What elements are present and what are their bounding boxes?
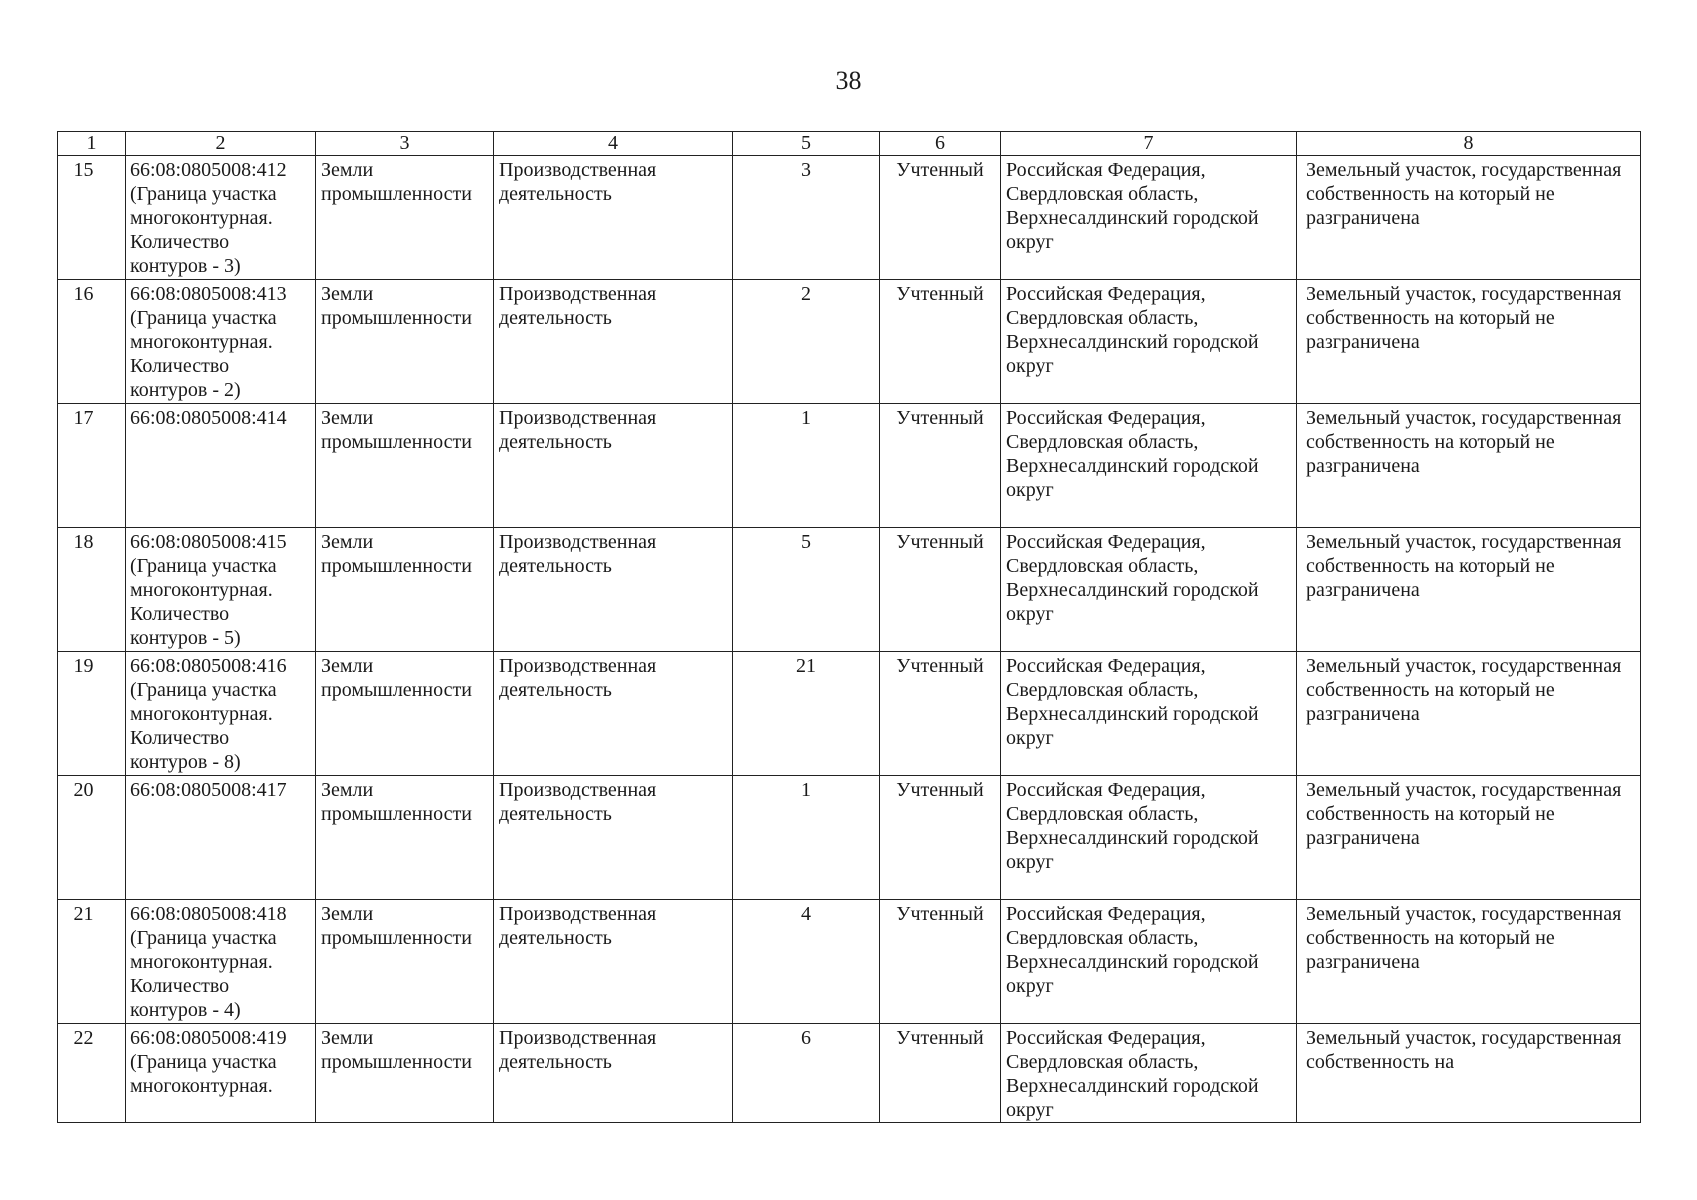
contour-count: 5 bbox=[733, 528, 880, 652]
permitted-use: Производственная деятельность bbox=[494, 776, 733, 900]
location: Российская Федерация, Свердловская область, Верхнесалдинский городской округ bbox=[1001, 280, 1297, 404]
ownership: Земельный участок, государственная собственность на который не разграничена bbox=[1297, 900, 1641, 1024]
record-status: Учтенный bbox=[880, 1024, 1001, 1123]
permitted-use: Производственная деятельность bbox=[494, 900, 733, 1024]
table-row bbox=[58, 1024, 1641, 1123]
land-category: Земли промышленности bbox=[316, 1024, 494, 1123]
row-number: 22 bbox=[58, 1024, 126, 1123]
table-header bbox=[58, 132, 1641, 156]
header-col-8: 8 bbox=[1297, 132, 1641, 156]
record-status: Учтенный bbox=[880, 404, 1001, 528]
header-col-6: 6 bbox=[880, 132, 1001, 156]
cadastral-number: 66:08:0805008:412 (Граница участка многоконтурная. Количество контуров - 3) bbox=[126, 156, 316, 280]
contour-count: 21 bbox=[733, 652, 880, 776]
record-status: Учтенный bbox=[880, 652, 1001, 776]
land-category: Земли промышленности bbox=[316, 156, 494, 280]
location: Российская Федерация, Свердловская область, Верхнесалдинский городской округ bbox=[1001, 1024, 1297, 1123]
permitted-use: Производственная деятельность bbox=[494, 1024, 733, 1123]
cadastral-number: 66:08:0805008:417 bbox=[126, 776, 316, 900]
ownership: Земельный участок, государственная собственность на который не разграничена bbox=[1297, 156, 1641, 280]
location: Российская Федерация, Свердловская область, Верхнесалдинский городской округ bbox=[1001, 900, 1297, 1024]
table-row bbox=[58, 776, 1641, 900]
ownership: Земельный участок, государственная собственность на который не разграничена bbox=[1297, 404, 1641, 528]
record-status: Учтенный bbox=[880, 280, 1001, 404]
permitted-use: Производственная деятельность bbox=[494, 528, 733, 652]
table-row bbox=[58, 156, 1641, 280]
location: Российская Федерация, Свердловская область, Верхнесалдинский городской округ bbox=[1001, 404, 1297, 528]
contour-count: 2 bbox=[733, 280, 880, 404]
record-status: Учтенный bbox=[880, 156, 1001, 280]
location: Российская Федерация, Свердловская область, Верхнесалдинский городской округ bbox=[1001, 528, 1297, 652]
permitted-use: Производственная деятельность bbox=[494, 280, 733, 404]
table-row bbox=[58, 528, 1641, 652]
ownership: Земельный участок, государственная собственность на который не разграничена bbox=[1297, 776, 1641, 900]
land-category: Земли промышленности bbox=[316, 652, 494, 776]
header-col-7: 7 bbox=[1001, 132, 1297, 156]
contour-count: 6 bbox=[733, 1024, 880, 1123]
ownership: Земельный участок, государственная собственность на который не разграничена bbox=[1297, 528, 1641, 652]
table-row bbox=[58, 652, 1641, 776]
cadastral-number: 66:08:0805008:415 (Граница участка многоконтурная. Количество контуров - 5) bbox=[126, 528, 316, 652]
table-row bbox=[58, 280, 1641, 404]
contour-count: 4 bbox=[733, 900, 880, 1024]
ownership: Земельный участок, государственная собственность на который не разграничена bbox=[1297, 280, 1641, 404]
page-number: 38 bbox=[835, 66, 862, 95]
row-number: 15 bbox=[58, 156, 126, 280]
cadastral-number: 66:08:0805008:416 (Граница участка многоконтурная. Количество контуров - 8) bbox=[126, 652, 316, 776]
table-body bbox=[58, 156, 1641, 1123]
land-plots-table bbox=[57, 131, 1641, 1123]
land-category: Земли промышленности bbox=[316, 404, 494, 528]
land-category: Земли промышленности bbox=[316, 900, 494, 1024]
record-status: Учтенный bbox=[880, 528, 1001, 652]
table-row bbox=[58, 900, 1641, 1024]
permitted-use: Производственная деятельность bbox=[494, 156, 733, 280]
location: Российская Федерация, Свердловская область, Верхнесалдинский городской округ bbox=[1001, 652, 1297, 776]
land-category: Земли промышленности bbox=[316, 280, 494, 404]
land-plots-table-container bbox=[57, 131, 1640, 1123]
record-status: Учтенный bbox=[880, 776, 1001, 900]
location: Российская Федерация, Свердловская область, Верхнесалдинский городской округ bbox=[1001, 776, 1297, 900]
ownership: Земельный участок, государственная собственность на bbox=[1297, 1024, 1641, 1123]
cadastral-number: 66:08:0805008:418 (Граница участка многоконтурная. Количество контуров - 4) bbox=[126, 900, 316, 1024]
header-col-5: 5 bbox=[733, 132, 880, 156]
row-number: 19 bbox=[58, 652, 126, 776]
contour-count: 1 bbox=[733, 404, 880, 528]
cadastral-number: 66:08:0805008:414 bbox=[126, 404, 316, 528]
header-col-2: 2 bbox=[126, 132, 316, 156]
header-row bbox=[58, 132, 1641, 156]
table-row bbox=[58, 404, 1641, 528]
permitted-use: Производственная деятельность bbox=[494, 404, 733, 528]
record-status: Учтенный bbox=[880, 900, 1001, 1024]
permitted-use: Производственная деятельность bbox=[494, 652, 733, 776]
cadastral-number: 66:08:0805008:419 (Граница участка многоконтурная. bbox=[126, 1024, 316, 1123]
header-col-3: 3 bbox=[316, 132, 494, 156]
ownership: Земельный участок, государственная собственность на который не разграничена bbox=[1297, 652, 1641, 776]
location: Российская Федерация, Свердловская область, Верхнесалдинский городской округ bbox=[1001, 156, 1297, 280]
row-number: 18 bbox=[58, 528, 126, 652]
contour-count: 1 bbox=[733, 776, 880, 900]
header-col-4: 4 bbox=[494, 132, 733, 156]
cadastral-number: 66:08:0805008:413 (Граница участка многоконтурная. Количество контуров - 2) bbox=[126, 280, 316, 404]
contour-count: 3 bbox=[733, 156, 880, 280]
row-number: 20 bbox=[58, 776, 126, 900]
land-category: Земли промышленности bbox=[316, 776, 494, 900]
row-number: 21 bbox=[58, 900, 126, 1024]
land-category: Земли промышленности bbox=[316, 528, 494, 652]
header-col-1: 1 bbox=[58, 132, 126, 156]
row-number: 16 bbox=[58, 280, 126, 404]
row-number: 17 bbox=[58, 404, 126, 528]
